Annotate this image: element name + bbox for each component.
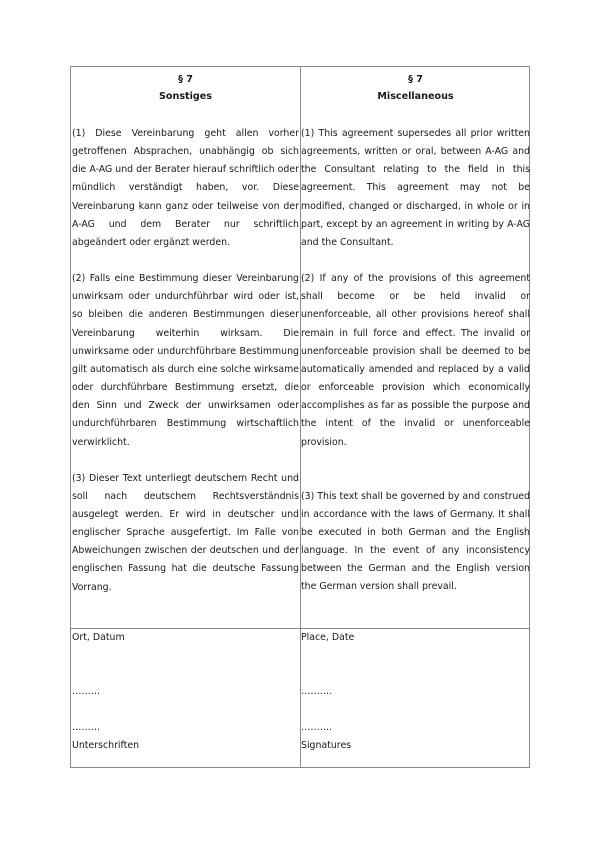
german-clause-cell — [72, 71, 299, 626]
german-signature-dots: ……… — [72, 722, 101, 734]
german-signature-cell — [72, 629, 299, 767]
english-paragraph-1: (1) This agreement supersedes all prior written agreements, written or oral, between A-AG and the Consultant relating to the field in this agreement. This agreement may not be modified, changed or discharged, in whole or in part, except by an agreement in writing by A-AG and the Consultant. — [301, 128, 530, 248]
german-paragraph-2: (2) Falls eine Bestimmung dieser Vereinbarung unwirksam oder undurchführbar wird oder ist, so bleiben die anderen Bestimmungen dieser Vereinbarung weiterhin wirksam. Die unwirksame oder undurchführbare Bestimmung gilt automatisch als durch eine solche wirksame oder durchführbare Bestimmung ersetzt, die den Sinn und Zweck der unwirksamen oder undurchführbaren Bestimmung wirtschaftlich verwirklicht. — [72, 273, 299, 448]
english-section-title: Miscellaneous — [377, 91, 454, 102]
german-place-date-label: Ort, Datum — [72, 632, 125, 643]
english-clause-cell — [301, 71, 530, 626]
english-signature-dots: ………. — [301, 722, 333, 734]
english-signatures-label: Signatures — [301, 740, 352, 752]
german-paragraph-1: (1) Diese Vereinbarung geht allen vorher getroffenen Absprachen, unabhängig ob sich die A-AG und der Berater hierauf schriftlich oder mündlich verständigt haben, vor. Diese Vereinbarung kann ganz oder teilweise von der A-AG und dem Berater nur schriftlich abgeändert oder ergänzt werden. — [72, 128, 299, 248]
english-place-date-label: Place, Date — [301, 632, 355, 643]
english-paragraph-3: (3) This text shall be governed by and construed in accordance with the laws of Germany. It shall be executed in both German and the English language. In the event of any inconsistency between the German and the English version the German version shall prevail. — [301, 490, 530, 593]
german-paragraph-3: (3) Dieser Text unterliegt deutschem Recht und soll nach deutschem Rechtsverständnis ausgelegt werden. Er wird in deutscher und englischer Sprache ausgefertigt. Im Falle von Abweichungen zwischen der deutschen und der englischen Fassung hat die deutsche Fassung Vorrang. — [72, 472, 299, 593]
english-section-number: § 7 — [408, 74, 423, 85]
german-section-title: Sonstiges — [159, 91, 212, 102]
english-place-date-dots: ………. — [301, 686, 333, 698]
german-section-number: § 7 — [178, 74, 193, 85]
bilingual-clause-table — [70, 66, 530, 768]
german-signatures-label: Unterschriften — [72, 740, 140, 752]
english-signature-cell — [301, 629, 530, 767]
german-place-date-dots: ……… — [72, 686, 101, 698]
english-paragraph-2: (2) If any of the provisions of this agreement shall become or be held invalid or unenforceable, all other provisions hereof shall remain in full force and effect. The invalid or unenforceable provision shall be deemed to be automatically amended and replaced by a valid or enforceable provision which economically accomplishes as far as possible the purpose and the intent of the invalid or unenforceable provision. — [301, 273, 530, 448]
